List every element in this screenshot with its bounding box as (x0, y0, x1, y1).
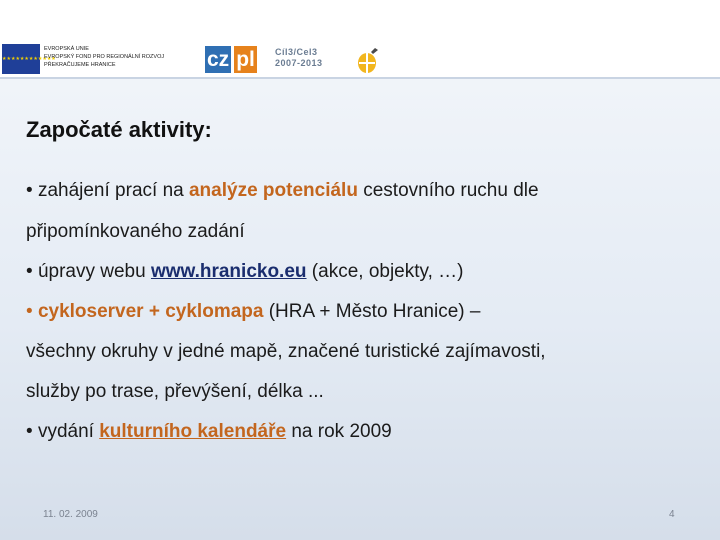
footer-date: 11. 02. 2009 (43, 509, 98, 520)
bullet-list (26, 180, 706, 442)
eu-label-line-2: EVROPSKÝ FOND PRO REGIONÁLNÍ ROZVOJ (44, 54, 165, 60)
program-line-2: 2007-2013 (275, 58, 323, 68)
page-number: 4 (669, 509, 675, 520)
eu-label (44, 45, 164, 69)
bullet-2-pre: úpravy webu (37, 261, 146, 282)
bullet-3-cont-1: všechny okruhy v jedné mapě, značené turistické zajímavosti, (26, 341, 546, 362)
header-bar (0, 0, 720, 78)
eu-label-line-3: PŘEKRAČUJEME HRANICE (44, 62, 116, 68)
bullet-3-post: (HRA + Město Hranice) – (268, 301, 481, 322)
bullet-1-line-2 (26, 221, 706, 242)
bullet-marker: • (26, 301, 33, 322)
bullet-marker: • (26, 421, 33, 442)
bullet-2-post: (akce, objekty, …) (311, 261, 464, 282)
logo-pl: pl (236, 48, 255, 71)
bullet-4-pre: vydání (37, 421, 94, 442)
bullet-3-line-3 (26, 381, 706, 402)
bullet-4-highlight: kulturního kalendáře (99, 421, 287, 442)
program-label (275, 47, 323, 69)
bullet-4-line-1 (26, 421, 706, 442)
eu-flag-icon: ★★★★★★★★★★★★ (2, 44, 40, 74)
bullet-1-pre: zahájení prací na (37, 180, 184, 201)
bullet-1-highlight: analýze potenciálu (188, 180, 358, 201)
czpl-logo (205, 46, 257, 73)
bullet-3-line-1 (26, 301, 706, 322)
bullet-marker: • (26, 261, 33, 282)
header-divider (0, 77, 720, 79)
bullet-1-cont: připomínkovaného zadání (26, 221, 245, 242)
bullet-3-highlight: cykloserver + cyklomapa (37, 301, 264, 322)
program-line-1: Cíl3/Cel3 (275, 47, 318, 57)
slide-title: Započaté aktivity: (26, 117, 212, 142)
bullet-marker: • (26, 180, 33, 201)
website-link[interactable]: www.hranicko.eu (150, 261, 307, 282)
bullet-4-post: na rok 2009 (291, 421, 392, 442)
bullet-3-cont-2: služby po trase, převýšení, délka ... (26, 381, 324, 402)
bullet-3-line-2 (26, 341, 706, 362)
bullet-2-line-1 (26, 261, 706, 282)
logo-cz: cz (207, 48, 230, 71)
sun-logo-icon (355, 46, 381, 74)
bullet-1-line-1 (26, 180, 706, 201)
eu-label-line-1: EVROPSKÁ UNIE (44, 46, 89, 52)
bullet-1-post: cestovního ruchu dle (363, 180, 539, 201)
